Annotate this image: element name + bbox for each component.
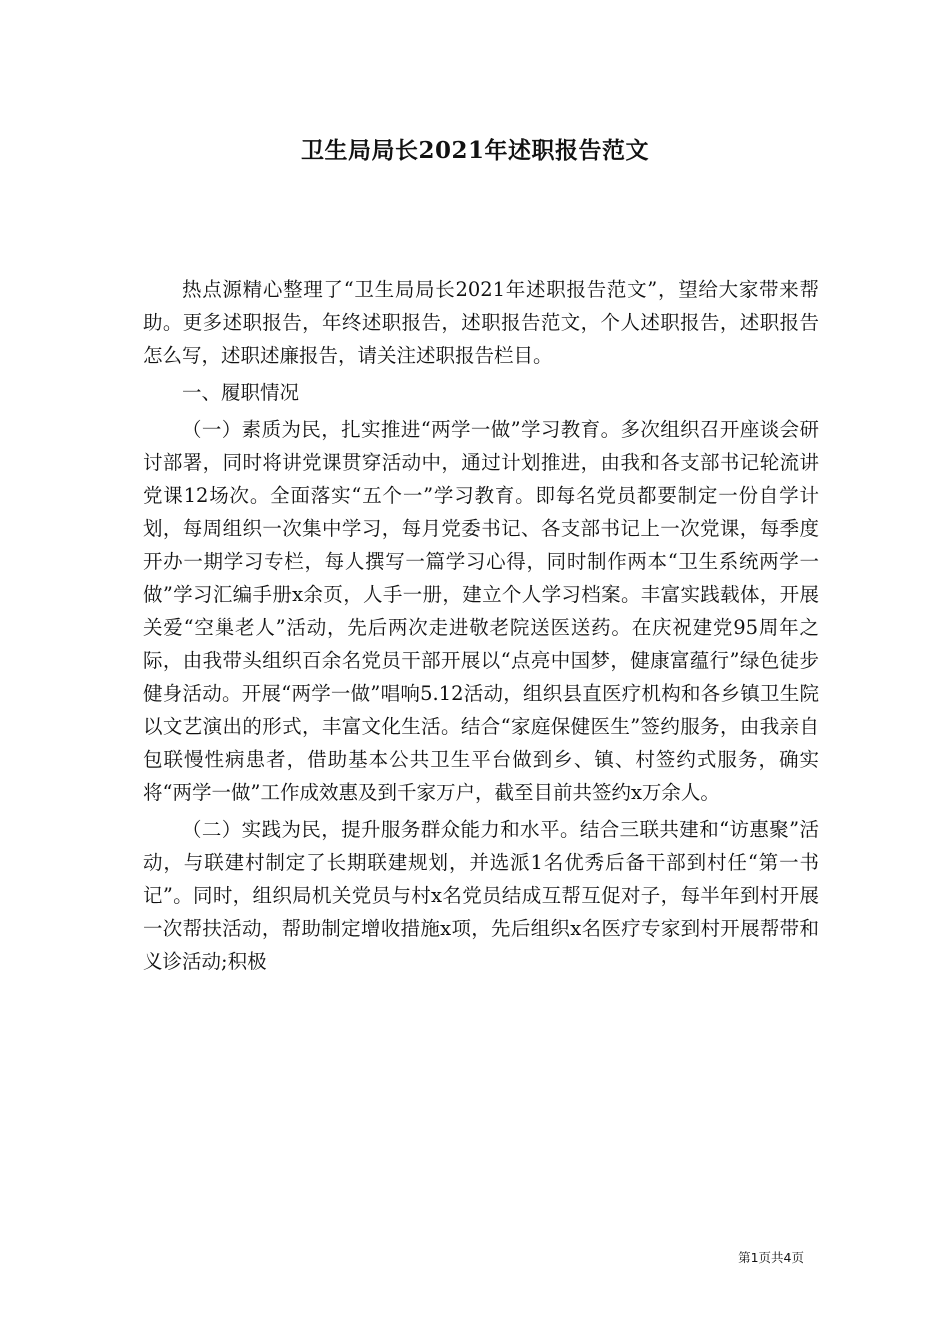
page-number: 第1页共4页 [738,1250,804,1265]
paragraph-intro: 热点源精心整理了“卫生局局长2021年述职报告范文”，望给大家带来帮助。更多述职报告，年终述职报告，述职报告范文，个人述职报告，述职报告怎么写，述职述廉报告，请关注述职报告栏目。 [143,278,819,367]
paragraph-section-2: （二）实践为民，提升服务群众能力和水平。结合三联共建和“访惠聚”活动，与联建村制定了长期联建规划，并选派1名优秀后备干部到村任“第一书记”。同时，组织局机关党员与村x名党员结成互帮互促对子，每半年到村开展一次帮扶活动，帮助制定增收措施x项，先后组织x名医疗专家到村开展帮带和义诊活动;积极 [143,818,819,973]
document-body [143,273,819,982]
paragraph-section-1: （一）素质为民，扎实推进“两学一做”学习教育。多次组织召开座谈会研讨部署，同时将讲党课贯穿活动中，通过计划推进，由我和各支部书记轮流讲党课12场次。全面落实“五个一”学习教育。即每名党员都要制定一份自学计划，每周组织一次集中学习，每月党委书记、各支部书记上一次党课，每季度开办一期学习专栏，每人撰写一篇学习心得，同时制作两本“卫生系统两学一做”学习汇编手册x余页，人手一册，建立个人学习档案。丰富实践载体，开展关爱“空巢老人”活动，先后两次走进敬老院送医送药。在庆祝建党95周年之际，由我带头组织百余名党员干部开展以“点亮中国梦，健康富蕴行”绿色徒步健身活动。开展“两学一做”唱响5.12活动，组织县直医疗机构和各乡镇卫生院以文艺演出的形式，丰富文化生活。结合“家庭保健医生”签约服务，由我亲自包联慢性病患者，借助基本公共卫生平台做到乡、镇、村签约式服务，确实将“两学一做”工作成效惠及到千家万户，截至目前共签约x万余人。 [143,418,819,804]
section-heading: 一、履职情况 [182,381,300,404]
page-title: 卫生局局长2021年述职报告范文 [300,137,649,164]
